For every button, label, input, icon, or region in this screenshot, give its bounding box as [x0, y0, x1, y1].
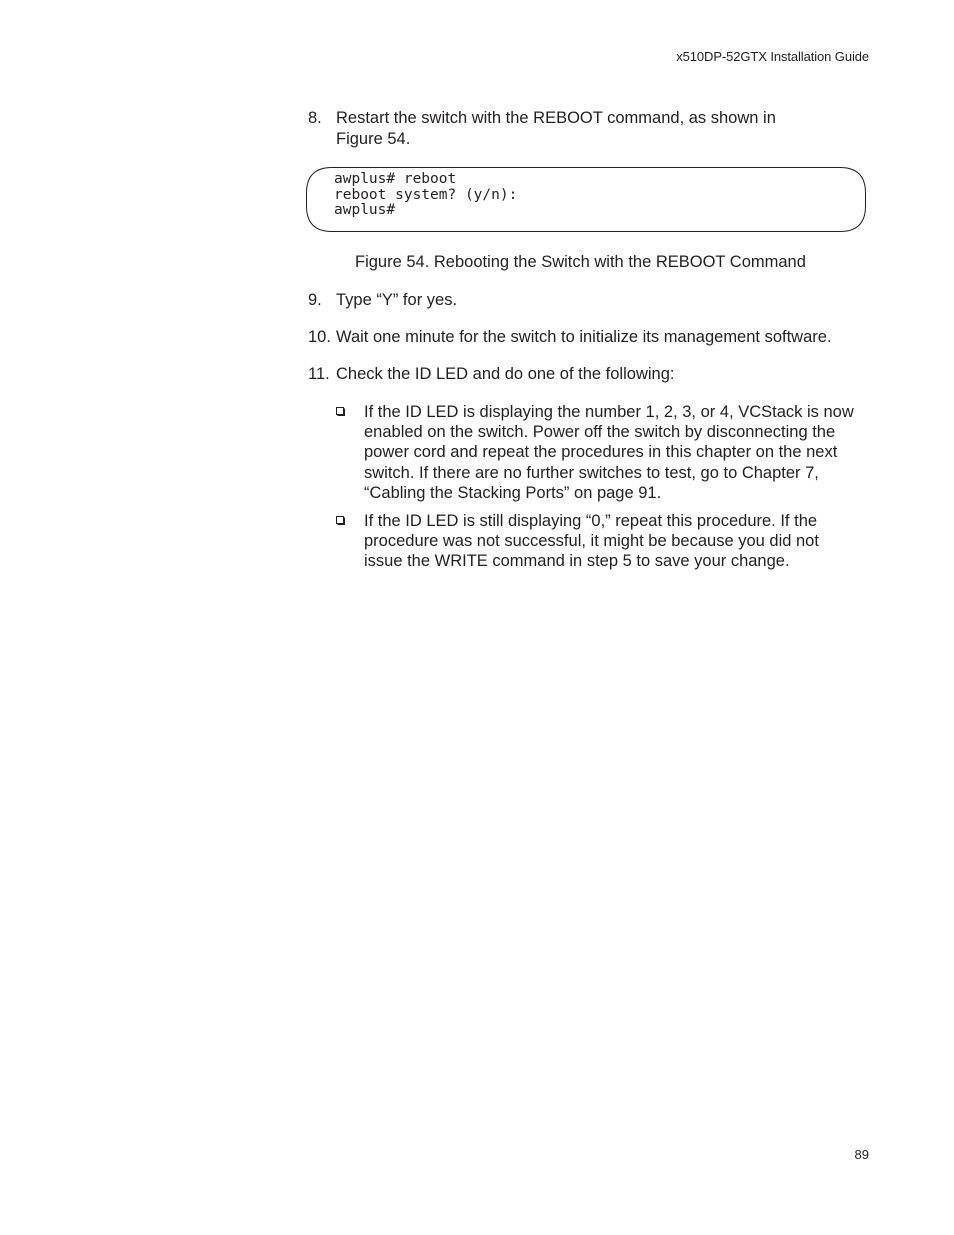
step-text: Wait one minute for the switch to initialize its management software. — [336, 328, 832, 346]
list-item — [308, 364, 868, 385]
bullet-text: If the ID LED is displaying the number 1, 2, 3, or 4, VCStack is now enabled on the switch. Power off the switch by disconnecting the power cord and repeat the procedures in this chapter on the next switch. If there are no further switches to test, go to Chapter 7, “Cabling the Stacking Ports” on page 91. — [364, 403, 854, 502]
bullet-item — [336, 402, 876, 503]
step-text: Check the ID LED and do one of the following: — [336, 365, 675, 383]
checkbox-icon — [336, 407, 345, 416]
page-number: 89 — [854, 1147, 869, 1162]
list-item — [308, 327, 868, 348]
checkbox-icon — [336, 516, 345, 525]
bullet-text: If the ID LED is still displaying “0,” repeat this procedure. If the procedure was not successful, it might be because you did not issue the WRITE command in step 5 to save your change. — [364, 512, 819, 571]
step-number: 9. — [308, 291, 322, 309]
list-item — [308, 290, 868, 311]
bullet-item — [336, 511, 876, 572]
step-number: 8. — [308, 109, 322, 127]
step-text: Restart the switch with the REBOOT command, as shown in Figure 54. — [336, 109, 776, 148]
code-block — [306, 167, 866, 232]
step-number: 10. — [308, 328, 331, 346]
page-header-title: x510DP-52GTX Installation Guide — [676, 49, 869, 64]
figure-caption: Figure 54. Rebooting the Switch with the REBOOT Command — [355, 253, 806, 271]
step-text: Type “Y” for yes. — [336, 291, 458, 309]
code-text: awplus# reboot reboot system? (y/n): awplus# — [334, 171, 518, 218]
step-number: 11. — [308, 365, 330, 383]
list-item — [308, 108, 868, 149]
